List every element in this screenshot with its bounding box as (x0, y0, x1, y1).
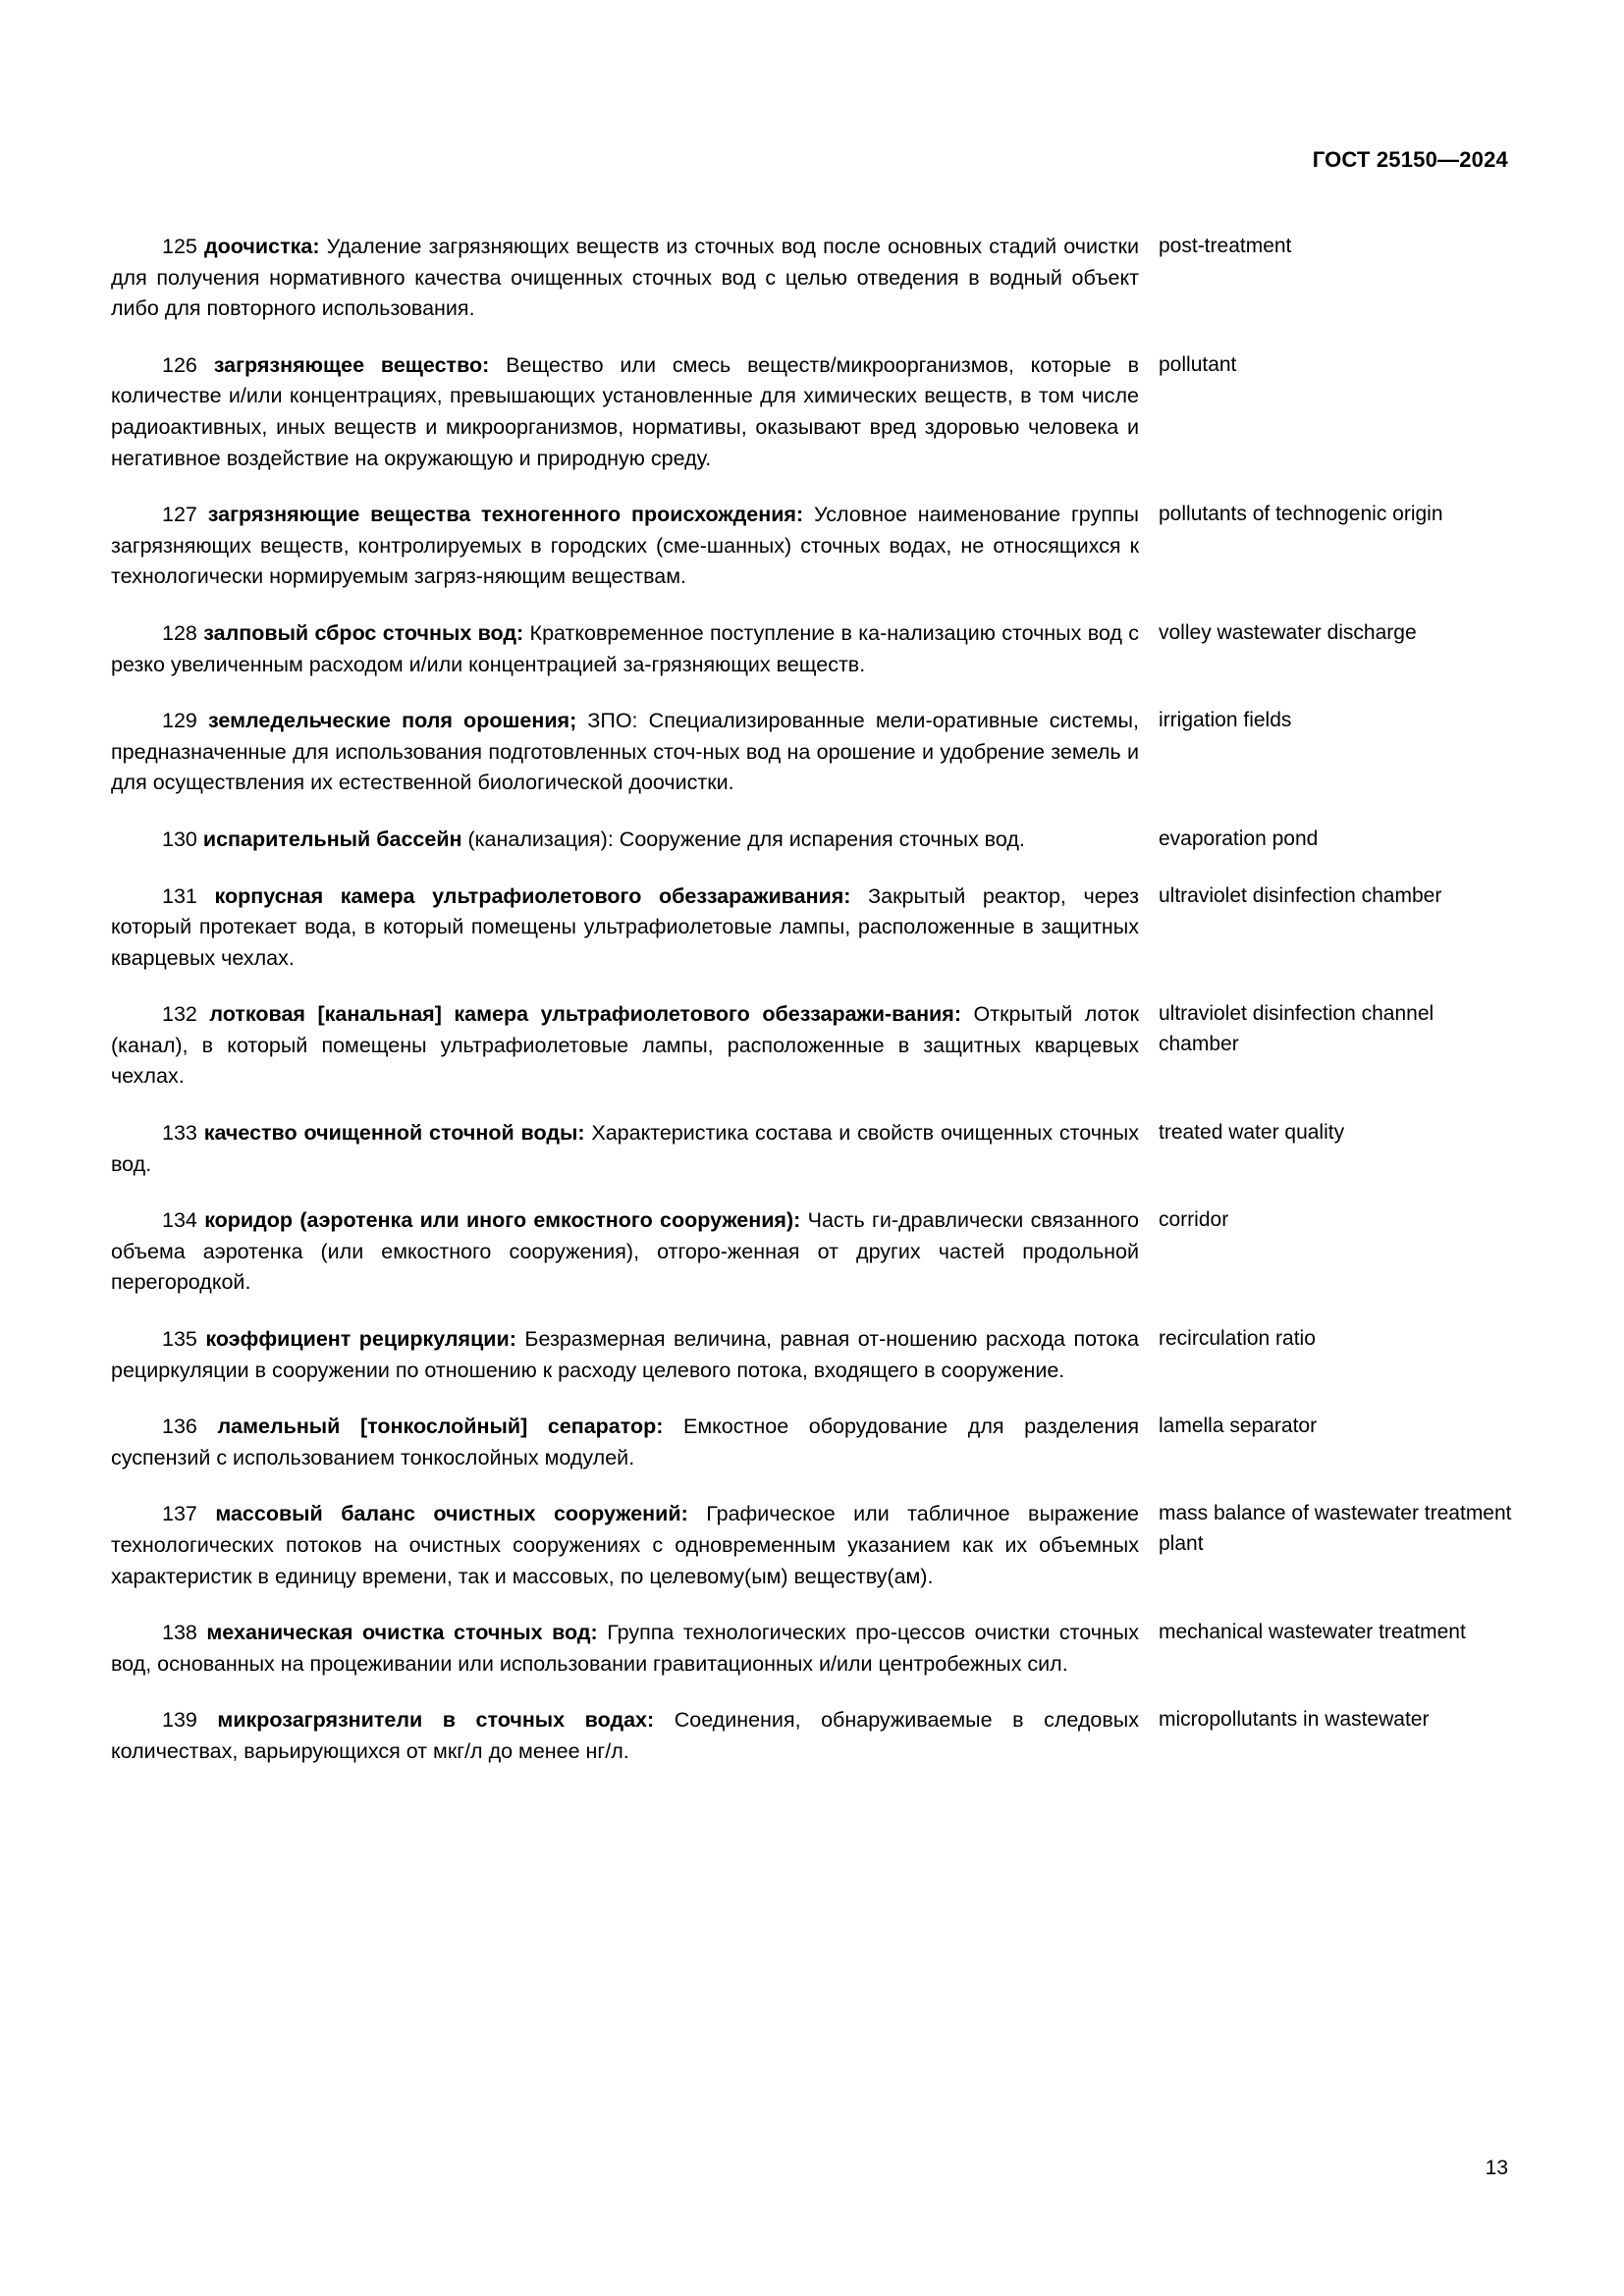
entry-term: земледельческие поля орошения; (208, 709, 577, 733)
entry-number: 128 (162, 620, 197, 645)
entry-term: залповый сброс сточных вод: (203, 620, 524, 645)
entry-definition: (канализация): Сооружение для испарения сточных вод. (461, 827, 1025, 851)
entry-term: загрязняющие вещества техногенного происхождения: (207, 503, 804, 527)
entry-definition: Открытый лоток (канал), в который помещены ультрафиолетовые лампы, расположенные в защитных кварцевых чехлах. (111, 1002, 1139, 1089)
entry-definition: Группа технологических про-цессов очистки сточных вод, основанных на процеживании или использовании гравитационных и/или центробежных сил. (111, 1621, 1140, 1676)
definition-english: volley wastewater discharge (1159, 620, 1417, 644)
entry-number: 139 (162, 1708, 197, 1733)
definition-english: corridor (1159, 1208, 1229, 1232)
definition-entry (111, 350, 1515, 474)
entry-number: 135 (162, 1327, 197, 1352)
definitions-list (111, 232, 1515, 1793)
definition-entry (111, 1618, 1515, 1680)
definition-english: mechanical wastewater treatment (1159, 1621, 1466, 1644)
definition-english: irrigation fields (1159, 709, 1292, 732)
definition-entry (111, 1412, 1515, 1473)
entry-term: испарительный бассейн (202, 827, 462, 851)
definition-english: pollutant (1159, 352, 1237, 376)
entry-definition: Графическое или табличное выражение технологических потоков на очистных сооружениях с одновременным указанием как их объемных характеристик в единицу времени, так и массовых, по целевому(ым) веществу(ам). (111, 1502, 1140, 1588)
definition-russian (111, 1499, 1157, 1592)
definition-english: micropollutants in wastewater (1159, 1708, 1430, 1732)
entry-term: массовый баланс очистных сооружений: (215, 1502, 688, 1526)
entry-definition: Часть ги-дравлически связанного объема аэротенка (или емкостного сооружения), отгоро-женная от других частей продольной перегородкой. (111, 1208, 1139, 1295)
entry-number: 136 (162, 1415, 197, 1439)
entry-term: коридор (аэротенка или иного емкостного сооружения): (204, 1208, 801, 1233)
definition-entry (111, 500, 1515, 593)
definition-entry (111, 1705, 1515, 1767)
definition-entry (111, 825, 1515, 856)
entry-definition: Соединения, обнаруживаемые в следовых количествах, варьирующихся от мкг/л до менее нг/л. (111, 1708, 1139, 1763)
entry-number: 125 (162, 235, 197, 258)
definition-russian (111, 1205, 1157, 1299)
entry-number: 131 (162, 883, 197, 908)
entry-definition: Характеристика состава и свойств очищенных сточных вод. (111, 1121, 1139, 1176)
entry-number: 138 (162, 1621, 197, 1645)
entry-term: качество очищенной сточной воды: (203, 1121, 585, 1146)
definition-russian (111, 1618, 1157, 1680)
entry-definition: ЗПО: Специализированные мели-оративные системы, предназначенные для использования подготовленных сточ-ных вод на орошение и удобрение земель и для осуществления их естественной биологической доочистки. (111, 709, 1139, 795)
definition-russian (111, 881, 1157, 975)
entry-definition: Безразмерная величина, равная от-ношению расхода потока рециркуляции в сооружении по отношению к расходу целевого потока, входящего в сооружение. (111, 1327, 1139, 1382)
definition-entry (111, 1324, 1515, 1386)
entry-definition: Вещество или смесь веществ/микроорганизмов, которые в количестве и/или концентрациях, превышающих установленные для химических веществ, в том числе радиоактивных, иных веществ и микроорганизмов, нормативы, оказывают вред здоровью человека и негативное воздействие на окружающую и природную среду. (111, 352, 1140, 470)
definition-russian (111, 1705, 1157, 1767)
definition-entry (111, 618, 1515, 680)
entry-definition: Кратковременное поступление в ка-нализацию сточных вод с резко увеличенным расходом и/или концентрацией за-грязняющих веществ. (111, 620, 1139, 676)
entry-number: 134 (162, 1208, 197, 1233)
entry-term: корпусная камера ультрафиолетового обеззараживания: (214, 883, 851, 908)
entry-number: 132 (162, 1002, 197, 1027)
page-number: 13 (1485, 2157, 1508, 2179)
entry-number: 130 (162, 827, 197, 851)
entry-term: доочистка: (204, 235, 320, 258)
definition-entry (111, 232, 1515, 325)
entry-definition: Закрытый реактор, через который протекает вода, в который помещены ультрафиолетовые лампы, расположенные в защитных кварцевых чехлах. (111, 883, 1139, 970)
entry-number: 129 (162, 709, 197, 733)
definition-english: recirculation ratio (1159, 1327, 1316, 1351)
definition-entry (111, 1118, 1515, 1180)
definition-english: ultraviolet disinfection channel chamber (1159, 1002, 1435, 1056)
definition-english: pollutants of technogenic origin (1159, 503, 1443, 526)
definition-russian (111, 1324, 1157, 1386)
definition-english: treated water quality (1159, 1121, 1345, 1145)
definition-english: ultraviolet disinfection chamber (1159, 883, 1442, 907)
entry-definition: Удаление загрязняющих веществ из сточных вод после основных стадий очистки для получения нормативного качества очищенных сточных вод с целью отведения в водный объект либо для повторного использования. (111, 235, 1139, 321)
definition-entry (111, 881, 1515, 975)
entry-definition: Емкостное оборудование для разделения суспензий с использованием тонкослойных модулей. (111, 1415, 1139, 1469)
definition-russian (111, 232, 1157, 325)
definition-entry (111, 1499, 1515, 1592)
entry-term: ламельный [тонкослойный] сепаратор: (217, 1415, 664, 1439)
definition-russian (111, 706, 1157, 799)
definition-russian (111, 500, 1157, 593)
definition-english: evaporation pond (1159, 827, 1319, 850)
definition-russian (111, 1118, 1157, 1180)
definition-russian (111, 999, 1157, 1093)
definition-russian (111, 1412, 1157, 1473)
definition-russian (111, 350, 1157, 474)
entry-term: механическая очистка сточных вод: (206, 1621, 598, 1645)
entry-term: загрязняющее вещество: (213, 352, 490, 377)
definition-russian (111, 825, 1157, 856)
entry-term: микрозагрязнители в сточных водах: (217, 1708, 655, 1733)
entry-number: 133 (162, 1121, 197, 1146)
entry-term: лотковая [канальная] камера ультрафиолетового обеззаражи-вания: (209, 1002, 961, 1027)
definition-entry (111, 999, 1515, 1093)
definition-english: mass balance of wastewater treatment plant (1159, 1502, 1512, 1556)
definition-russian (111, 618, 1157, 680)
definition-english: post-treatment (1159, 235, 1292, 257)
definition-entry (111, 706, 1515, 799)
definition-english: lamella separator (1159, 1415, 1318, 1438)
page-header: ГОСТ 25150—2024 (1312, 147, 1508, 172)
entry-number: 137 (162, 1502, 197, 1526)
entry-number: 127 (162, 503, 197, 527)
definition-entry (111, 1205, 1515, 1299)
entry-term: коэффициент рециркуляции: (205, 1327, 516, 1352)
entry-definition: Условное наименование группы загрязняющих веществ, контролируемых в городских (сме-шанных) сточных водах, не относящихся к технологически нормируемым загряз-няющим веществам. (111, 503, 1139, 589)
entry-number: 126 (162, 352, 197, 377)
